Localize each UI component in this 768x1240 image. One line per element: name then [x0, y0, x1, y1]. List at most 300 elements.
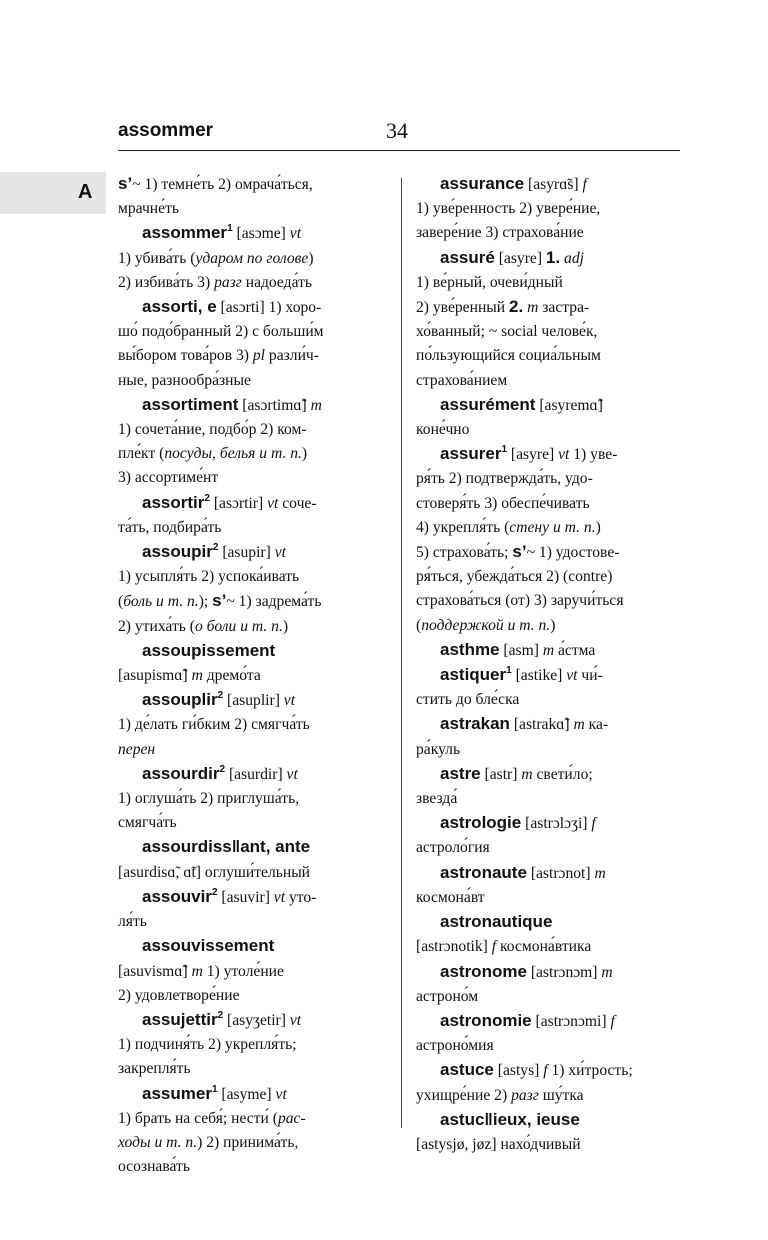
headword	[212, 591, 226, 610]
segment-text: pl	[252, 347, 266, 365]
entry-headline	[118, 639, 390, 664]
definition-text	[416, 544, 512, 561]
entry-line	[416, 540, 682, 565]
definition-text	[118, 347, 253, 364]
definition-text	[416, 691, 519, 708]
segment-text: [astrɔnɔm]	[526, 963, 602, 981]
headword	[512, 542, 526, 561]
segment-text: vt	[289, 1011, 302, 1029]
definition-text	[118, 1036, 297, 1053]
definition-text	[538, 299, 589, 316]
segment-text: ные, разнообра́зные	[118, 371, 251, 389]
segment-text: 1) уве-	[569, 446, 618, 464]
grammar-note	[509, 519, 595, 536]
definition-text	[527, 865, 595, 882]
definition-text	[521, 815, 591, 832]
entry-line	[118, 344, 390, 368]
segment-text: разг	[511, 1086, 539, 1104]
segment-text: [asɔrtir]	[209, 494, 268, 512]
segment-text: 1) сочета́ние, подбо́р 2) ком-	[118, 421, 307, 439]
definition-text	[500, 642, 543, 659]
entry-line	[416, 467, 682, 491]
grammar-note	[253, 347, 265, 364]
definition-text	[416, 470, 593, 487]
entry-headline	[118, 1082, 390, 1107]
entry-headline	[416, 442, 682, 467]
segment-text: vt	[558, 446, 570, 464]
definition-text	[495, 250, 546, 267]
segment-text: а́стма	[554, 641, 596, 659]
definition-text	[203, 667, 261, 684]
segment-text: )	[301, 445, 308, 463]
definition-text	[118, 667, 192, 684]
headword	[142, 542, 218, 561]
definition-text	[416, 1136, 581, 1153]
segment-text: астроло́гия	[416, 839, 490, 857]
grammar-note	[118, 741, 155, 758]
grammar-note	[311, 397, 322, 414]
definition-text	[218, 1086, 276, 1103]
segment-text: стену и т. п.	[509, 518, 596, 536]
segment-text: смягча́ть	[118, 814, 177, 832]
definition-text	[238, 397, 310, 414]
segment-text: 1) подчиня́ть 2) укрепля́ть;	[118, 1036, 297, 1054]
definition-text	[416, 323, 597, 340]
headword	[440, 248, 495, 267]
grammar-note	[192, 963, 203, 980]
grammar-note	[558, 446, 569, 463]
segment-text: [astrɔnot]	[526, 864, 595, 882]
homonym-number: 1	[211, 1083, 218, 1095]
entry-headline	[118, 491, 390, 516]
definition-text	[283, 618, 288, 635]
segment-text: (	[118, 593, 124, 611]
entry-line	[118, 1155, 390, 1179]
entry-line	[416, 295, 682, 320]
definition-text	[416, 988, 478, 1005]
definition-text	[285, 889, 316, 906]
definition-text	[548, 1062, 633, 1079]
segment-text: [asuvismɑ̃]	[118, 962, 192, 980]
segment-text: поддержкой и т. п.	[421, 616, 551, 634]
segment-text: ~ 1) удостове-	[526, 544, 620, 562]
segment-text: f	[582, 176, 587, 193]
entry-line	[416, 369, 682, 393]
headword	[440, 1011, 532, 1030]
segment-text: vt	[267, 494, 279, 512]
entry-line	[416, 985, 682, 1009]
segment-text: assourdiss‖ant, ante	[142, 837, 311, 857]
definition-text	[596, 519, 601, 536]
segment-text: звезда́	[416, 790, 458, 808]
grammar-note	[118, 1134, 197, 1151]
definition-text	[416, 274, 563, 291]
entry-line	[416, 787, 682, 811]
segment-text: [asupir]	[218, 544, 275, 562]
grammar-note	[276, 1086, 287, 1103]
segment-text: 3) ассортиме́нт	[118, 469, 219, 487]
headword	[142, 936, 274, 955]
segment-text: m	[310, 396, 322, 414]
entry-line	[416, 1034, 682, 1058]
entry-line	[416, 688, 682, 712]
segment-text: [astrɔlɔʒi]	[521, 815, 592, 833]
segment-text: страхова́нием	[416, 371, 508, 389]
headword	[440, 912, 552, 931]
entry-line	[416, 836, 682, 860]
segment-text: 1) утоле́ние	[202, 962, 284, 980]
definition-text	[569, 446, 617, 463]
segment-text: [asurdisɑ̃, ɑ̃t] оглуши́тельный	[118, 863, 311, 881]
segment-text: рас-	[277, 1109, 306, 1127]
definition-text	[416, 519, 509, 536]
segment-text: посуды, белья и т. п.	[164, 445, 302, 463]
segment-text: [asuvir]	[217, 888, 274, 906]
segment-text: пле́кт (	[118, 445, 165, 463]
entry-line	[118, 984, 390, 1008]
definition-text	[416, 421, 469, 438]
segment-text: [astike]	[511, 667, 567, 685]
entry-line	[118, 1131, 390, 1155]
running-head: assommer	[118, 120, 214, 141]
segment-text: asthme	[440, 639, 500, 659]
segment-text: астроно́м	[416, 987, 479, 1005]
definition-text	[118, 913, 147, 930]
definition-text	[416, 741, 460, 758]
segment-text: 1) брать на себя́; нести́ (	[118, 1109, 278, 1127]
grammar-note	[192, 667, 203, 684]
definition-text	[118, 421, 307, 438]
definition-text	[118, 1158, 190, 1175]
segment-text: )	[308, 249, 314, 267]
entry-headline	[118, 688, 390, 713]
headword	[440, 395, 535, 414]
homonym-number: 2	[212, 542, 219, 554]
definition-text	[416, 1037, 494, 1054]
definition-text	[118, 469, 218, 486]
definition-text	[578, 667, 603, 684]
definition-text	[199, 593, 212, 610]
segment-text: assoupissement	[142, 640, 276, 660]
segment-text: m	[191, 962, 203, 980]
segment-text: ля́ть	[118, 913, 147, 931]
segment-text: хо́ванный; ~ social челове́к,	[416, 323, 598, 341]
headword	[142, 837, 310, 856]
grammar-note	[284, 692, 295, 709]
definition-text	[527, 544, 620, 561]
segment-text: 5) страхова́ть;	[416, 544, 513, 562]
entry-line	[416, 492, 682, 516]
segment-text: m	[191, 667, 203, 685]
grammar-note	[287, 766, 298, 783]
segment-text: мрачне́ть	[118, 200, 179, 218]
definition-text	[118, 814, 177, 831]
definition-text	[416, 592, 624, 609]
segment-text: страхова́ться (от) 3) заручи́ться	[416, 592, 624, 610]
definition-text	[535, 397, 602, 414]
grammar-note	[527, 299, 538, 316]
entry-line	[118, 713, 390, 737]
segment-text: перен	[118, 740, 156, 758]
grammar-note	[421, 617, 550, 634]
segment-text: застра-	[538, 299, 590, 317]
segment-text: s’	[212, 591, 227, 611]
definition-text	[118, 445, 164, 462]
segment-text: astiquer	[440, 665, 507, 685]
segment-text: astre	[440, 763, 481, 783]
segment-text: ~ 1) темне́ть 2) омрача́ться,	[132, 176, 313, 193]
segment-text: 4) укрепля́ть (	[416, 518, 510, 536]
definition-text	[118, 963, 192, 980]
entry-line	[118, 369, 390, 393]
segment-text: astronautique	[440, 912, 553, 932]
definition-text	[233, 225, 290, 242]
entry-line	[118, 1057, 390, 1081]
segment-text: [asupismɑ̃]	[118, 667, 192, 685]
segment-text: вы́бором това́ров 3)	[118, 347, 253, 365]
dictionary-column-left	[118, 172, 390, 1179]
homonym-number: 2	[204, 492, 210, 504]
segment-text: )	[282, 617, 289, 635]
segment-text: 2) утиха́ть (	[118, 617, 195, 635]
definition-text	[507, 446, 558, 463]
grammar-note	[566, 667, 577, 684]
grammar-note	[123, 593, 198, 610]
definition-text	[416, 839, 490, 856]
segment-text: assujettir	[142, 1009, 218, 1029]
headword	[440, 444, 507, 463]
definition-text	[533, 766, 593, 783]
segment-text: ка-	[584, 716, 609, 734]
definition-text	[226, 593, 321, 610]
segment-text: vt	[566, 667, 578, 685]
definition-text	[118, 1110, 278, 1127]
segment-text: vt	[274, 544, 286, 562]
entry-headline	[416, 393, 682, 418]
definition-text	[416, 495, 590, 512]
entry-line	[416, 221, 682, 245]
grammar-note	[278, 1110, 306, 1127]
definition-text	[302, 445, 307, 462]
segment-text: [asɔrti] 1) хоро-	[216, 299, 322, 317]
definition-text	[225, 766, 286, 783]
definition-text	[416, 938, 492, 955]
grammar-note	[521, 766, 532, 783]
segment-text: astronome	[440, 961, 527, 981]
definition-text	[118, 618, 195, 635]
segment-text: космона́втика	[496, 938, 592, 956]
entry-line	[118, 664, 390, 688]
segment-text: vt	[275, 1085, 287, 1103]
grammar-note	[591, 815, 595, 832]
definition-text	[416, 889, 485, 906]
entry-line	[118, 1033, 390, 1057]
headword	[142, 690, 223, 709]
entry-headline	[118, 885, 390, 910]
entry-headline	[416, 246, 682, 271]
headword	[118, 174, 132, 193]
definition-text	[223, 1012, 290, 1029]
headword	[440, 962, 527, 981]
segment-text: assoupir	[142, 542, 213, 562]
definition-text	[197, 1134, 298, 1151]
homonym-number: 1	[227, 223, 233, 235]
segment-text: astrakan	[440, 714, 510, 734]
headword	[440, 714, 510, 733]
segment-text: [asɔme]	[232, 225, 290, 243]
segment-text: дремо́та	[202, 667, 261, 685]
headword	[142, 1084, 218, 1103]
headword	[440, 764, 481, 783]
headword	[142, 641, 275, 660]
segment-text: [astrɔnɔmi]	[531, 1012, 611, 1030]
definition-text	[210, 495, 267, 512]
segment-text: assourdir	[142, 763, 220, 783]
segment-text: [asyre]	[494, 249, 546, 267]
definition-text	[550, 617, 555, 634]
segment-text: [asɔrtimɑ̃]	[238, 396, 311, 414]
headword	[142, 297, 217, 316]
headword	[142, 764, 225, 783]
entry-headline	[118, 762, 390, 787]
definition-text	[512, 667, 567, 684]
segment-text: чи́-	[577, 667, 603, 685]
segment-text: assurance	[440, 174, 525, 193]
headword	[142, 395, 238, 414]
entry-line	[118, 271, 390, 295]
definition-text	[242, 274, 312, 291]
entry-headline	[118, 393, 390, 418]
entry-headline	[416, 762, 682, 787]
definition-text	[585, 716, 608, 733]
segment-text: f	[610, 1012, 615, 1030]
grammar-note	[275, 544, 286, 561]
segment-text: стить до бле́ска	[416, 691, 520, 709]
thumb-index-tab	[0, 172, 106, 214]
entry-headline	[118, 1008, 390, 1033]
grammar-note	[290, 225, 301, 242]
homonym-number: 2	[217, 1009, 224, 1021]
page-header	[118, 118, 680, 152]
definition-text	[118, 200, 179, 217]
segment-text: assouvissement	[142, 936, 275, 956]
grammar-note	[267, 495, 278, 512]
entry-line	[118, 589, 390, 614]
headword	[440, 863, 527, 882]
definition-text	[416, 200, 600, 217]
dictionary-column-right	[416, 172, 682, 1157]
segment-text: закрепля́ть	[118, 1060, 191, 1078]
column-divider	[401, 178, 402, 1128]
segment-text: vt	[286, 765, 298, 783]
segment-text: ударом по голове	[195, 249, 309, 267]
definition-text	[218, 544, 274, 561]
homonym-number: 1	[506, 665, 512, 677]
entry-line	[118, 738, 390, 762]
segment-text: adj	[564, 249, 584, 267]
entry-line	[416, 344, 682, 368]
segment-text: vt	[289, 225, 302, 243]
segment-text: [asuplir]	[223, 692, 284, 710]
segment-text: 1) де́лать ги́бким 2) смягча́ть	[118, 716, 310, 734]
definition-text	[416, 372, 507, 389]
definition-text	[416, 347, 601, 364]
entry-line	[416, 1084, 682, 1108]
grammar-note	[574, 716, 585, 733]
entry-headline	[118, 835, 390, 860]
segment-text: по́льзующийся социа́льным	[416, 347, 601, 365]
entry-line	[416, 935, 682, 959]
segment-text: [astys]	[493, 1062, 544, 1080]
definition-text	[118, 519, 221, 536]
entry-headline	[416, 811, 682, 836]
definition-text	[308, 250, 313, 267]
entry-line	[118, 320, 390, 344]
entry-headline	[416, 1058, 682, 1083]
entry-headline	[416, 638, 682, 663]
segment-text: ухищре́ние 2)	[416, 1086, 512, 1104]
entry-headline	[416, 1108, 682, 1133]
segment-text: коне́чно	[416, 421, 470, 439]
headword	[142, 493, 210, 512]
definition-text	[539, 1087, 584, 1104]
definition-text	[118, 323, 324, 340]
segment-text: осознава́ть	[118, 1158, 190, 1176]
entry-line	[416, 1133, 682, 1157]
grammar-note	[601, 964, 612, 981]
segment-text: s’	[512, 542, 527, 562]
entry-line	[416, 738, 682, 762]
segment-text: assortir	[142, 492, 205, 512]
definition-text	[217, 299, 322, 316]
segment-text: )	[550, 616, 556, 634]
entry-line	[118, 442, 390, 466]
definition-text	[416, 1087, 511, 1104]
segment-text: 1) уве́ренность 2) увере́ние,	[416, 200, 601, 218]
entry-line	[416, 565, 682, 589]
segment-text: m	[527, 299, 539, 317]
definition-text	[554, 642, 595, 659]
definition-text	[416, 790, 457, 807]
definition-text	[494, 1062, 543, 1079]
segment-text: ) 2) принима́ть,	[197, 1133, 299, 1151]
headword	[440, 640, 500, 659]
entry-headline	[416, 910, 682, 935]
segment-text: 2) удовлетворе́ние	[118, 986, 240, 1004]
entry-headline	[118, 295, 390, 320]
grammar-note	[274, 889, 285, 906]
segment-text: assumer	[142, 1083, 212, 1103]
segment-text: assurer	[440, 444, 502, 464]
segment-text: [asyme]	[217, 1085, 276, 1103]
segment-text: ря́ть 2) подтвержда́ть, удо-	[416, 470, 593, 488]
segment-text: космона́вт	[416, 888, 485, 906]
segment-text: assorti, e	[142, 297, 217, 317]
segment-text: vt	[283, 692, 296, 710]
entry-line	[416, 320, 682, 344]
segment-text: [asurdir]	[225, 765, 287, 783]
segment-text: astronaute	[440, 862, 527, 882]
segment-text: стоверя́ть 3) обеспе́чивать	[416, 494, 590, 512]
entry-headline	[416, 861, 682, 886]
segment-text: шу́тка	[538, 1086, 584, 1104]
segment-text: уто-	[285, 888, 317, 906]
segment-text: ходы и т. п.	[118, 1133, 198, 1151]
segment-text: f	[543, 1062, 548, 1080]
segment-text: vt	[273, 888, 286, 906]
entry-line	[118, 172, 390, 197]
page-number: 34	[386, 118, 408, 143]
